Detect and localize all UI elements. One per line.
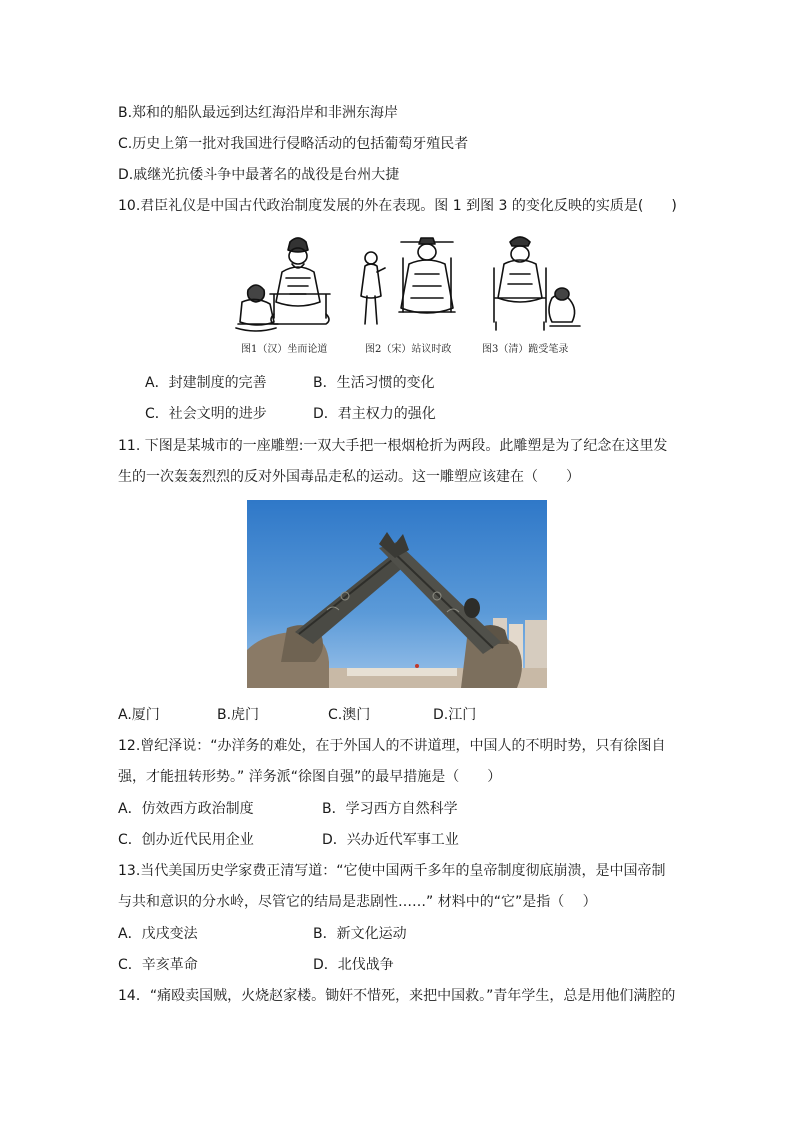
q11-option-b: B.虎门 [217, 707, 260, 723]
q9-option-c: C.历史上第一批对我国进行侵略活动的包括葡萄牙殖民者 [118, 136, 469, 152]
q9-option-b: B.郑和的船队最远到达红海沿岸和非洲东海岸 [118, 105, 399, 121]
q13-stem-line1: 13.当代美国历史学家费正清写道：“它使中国两千多年的皇帝制度彻底崩溃，是中国帝制 [118, 863, 666, 879]
q12-option-b: B．学习西方自然科学 [322, 801, 458, 817]
q10-option-b: B．生活习惯的变化 [313, 375, 435, 391]
broken-opium-pipe-sculpture [247, 500, 547, 688]
figure1-han-seated-discussion [236, 238, 330, 331]
q11-option-c: C.澳门 [328, 707, 371, 723]
q13-option-a: A．戊戌变法 [118, 926, 198, 942]
q10-caption-3: 图3（清）跪受笔录 [482, 344, 569, 355]
q12-stem-line1: 12.曾纪泽说：“办洋务的难处，在于外国人的不讲道理，中国人的不明时势，只有徐图自 [118, 738, 666, 754]
q10-option-c: C．社会文明的进步 [145, 406, 267, 422]
q11-option-a: A.厦门 [118, 707, 160, 723]
q10-etiquette-figures [230, 228, 600, 336]
q10-stem: 10.君臣礼仪是中国古代政治制度发展的外在表现。图 1 到图 3 的变化反映的实质是( ) [118, 198, 677, 214]
q13-option-d: D．北伐战争 [313, 957, 394, 973]
q13-option-b: B．新文化运动 [313, 926, 407, 942]
q10-option-a: A．封建制度的完善 [145, 375, 267, 391]
q14-stem-line1: 14．“痛殴卖国贼，火烧赵家楼。锄奸不惜死，来把中国救。”青年学生，总是用他们满腔的 [118, 988, 676, 1004]
q11-option-d: D.江门 [433, 707, 477, 723]
figure3-qing-kneeling-record [494, 237, 580, 330]
q10-option-d: D．君主权力的强化 [313, 406, 436, 422]
q11-sculpture-photo [247, 500, 547, 688]
q13-option-c: C．辛亥革命 [118, 957, 198, 973]
q11-stem-line2: 生的一次轰轰烈烈的反对外国毒品走私的运动。这一雕塑应该建在（ ） [118, 469, 580, 485]
q12-option-a: A．仿效西方政治制度 [118, 801, 254, 817]
q12-option-c: C．创办近代民用企业 [118, 832, 254, 848]
q9-option-d: D.戚继光抗倭斗争中最著名的战役是台州大捷 [118, 167, 400, 183]
etiquette-illustration [230, 228, 600, 336]
q10-caption-2: 图2（宋）站议时政 [365, 344, 452, 355]
q10-caption-1: 图1（汉）坐而论道 [241, 344, 328, 355]
q12-stem-line2: 强，才能扭转形势。” 洋务派“徐图自强”的最早措施是（ ） [118, 769, 502, 785]
q13-stem-line2: 与共和意识的分水岭，尽管它的结局是悲剧性……” 材料中的“它”是指（ ） [118, 894, 597, 910]
figure2-song-standing-discussion [361, 238, 455, 324]
q12-option-d: D．兴办近代军事工业 [322, 832, 459, 848]
q11-stem-line1: 11. 下图是某城市的一座雕塑:一双大手把一根烟枪折为两段。此雕塑是为了纪念在这里发 [118, 438, 668, 454]
